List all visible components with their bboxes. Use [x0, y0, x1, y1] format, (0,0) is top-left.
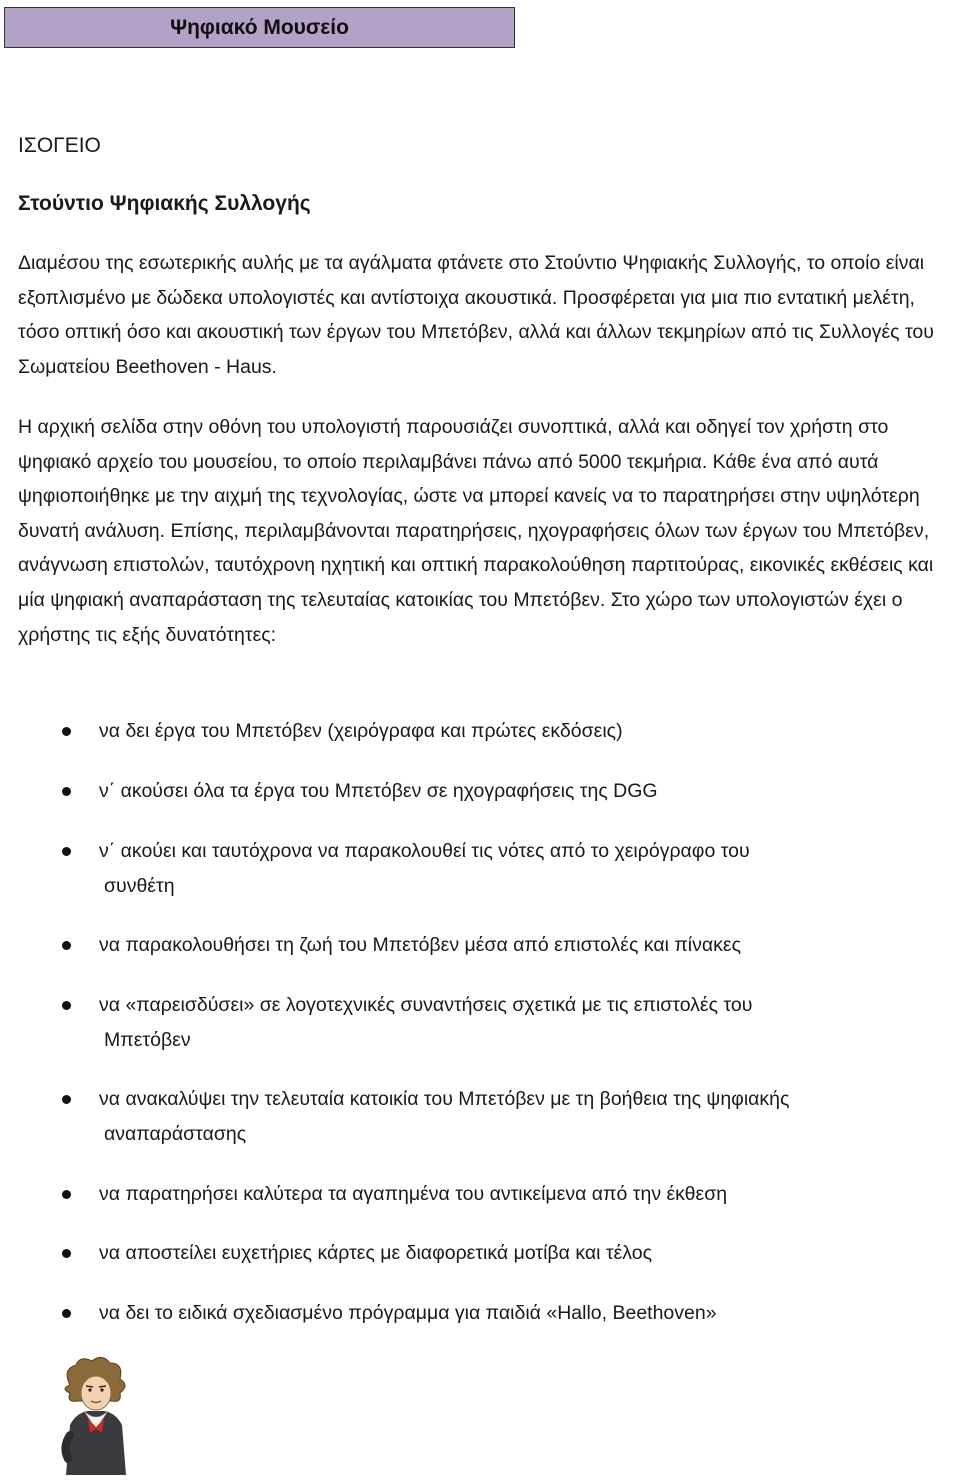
bullet-icon [62, 1190, 71, 1199]
paragraph-intro: Διαμέσου της εσωτερικής αυλής με τα αγάλματα φτάνετε στο Στούντιο Ψηφιακής Συλλογής, το οποίο είναι εξοπλισμένο με δώδεκα υπολογιστές και αντίστοιχα ακουστικά. Προσφέρεται για μια πιο εντατική μελέτη, τόσο οπτική όσο και ακουστική των έργων του Μπετόβεν, αλλά και άλλων τεκμηρίων από τις Συλλογές του Σωματείου Beethoven - Haus. [18, 252, 934, 378]
bullet-icon [62, 727, 71, 736]
beethoven-portrait-icon [56, 1355, 134, 1475]
bullet-icon [62, 941, 71, 950]
floor-label: ΙΣΟΓΕΙΟ [18, 134, 101, 157]
bullet-icon [62, 1001, 71, 1010]
list-item-text: ν΄ ακούσει όλα τα έργα του Μπετόβεν σε ηχογραφήσεις της DGG [99, 780, 658, 802]
section-heading: Στούντιο Ψηφιακής Συλλογής [18, 192, 311, 215]
list-item-text: να ανακαλύψει την τελευταία κατοικία του Μπετόβεν με τη βοήθεια της ψηφιακής [99, 1088, 790, 1110]
bullet-icon [62, 847, 71, 856]
list-item-text: να αποστείλει ευχετήριες κάρτες με διαφορετικά μοτίβα και τέλος [99, 1242, 652, 1264]
list-item-text-continued: αναπαράστασης [104, 1123, 247, 1145]
list-item-text: να δει το ειδικά σχεδιασμένο πρόγραμμα για παιδιά «Hallo, Beethoven» [99, 1302, 717, 1324]
bullet-icon [62, 787, 71, 796]
list-item-text-continued: Μπετόβεν [104, 1029, 191, 1051]
list-item-text: να παρακολουθήσει τη ζωή του Μπετόβεν μέσα από επιστολές και πίνακες [99, 934, 741, 956]
bullet-icon [62, 1309, 71, 1318]
list-item-text: να παρατηρήσει καλύτερα τα αγαπημένα του αντικείμενα από την έκθεση [99, 1183, 728, 1205]
list-item-text: να «παρεισδύσει» σε λογοτεχνικές συναντήσεις σχετικά με τις επιστολές του [99, 994, 753, 1016]
paragraph-details: Η αρχική σελίδα στην οθόνη του υπολογιστή παρουσιάζει συνοπτικά, αλλά και οδηγεί τον χρήστη στο ψηφιακό αρχείο του μουσείου, το οποίο περιλαμβάνει πάνω από 5000 τεκμήρια. Κάθε ένα από αυτά ψηφιοποιήθηκε με την αιχμή της τεχνολογίας, ώστε να μπορεί κανείς να το παρατηρήσει στην υψηλότερη δυνατή ανάλυση. Επίσης, περιλαμβάνονται παρατηρήσεις, ηχογραφήσεις όλων των έργων του Μπετόβεν, ανάγνωση επιστολών, ταυτόχρονη ηχητική και οπτική παρακολούθηση παρτιτούρας, εικονικές εκθέσεις και μία ψηφιακή αναπαράσταση της τελευταίας κατοικίας του Μπετόβεν. Στο χώρο των υπολογιστών έχει ο χρήστης τις εξής δυνατότητες: [18, 416, 934, 646]
bullet-icon [62, 1095, 71, 1104]
page-title: Ψηφιακό Μουσείο [170, 15, 349, 39]
list-item-text: ν΄ ακούει και ταυτόχρονα να παρακολουθεί τις νότες από το χειρόγραφο του [99, 840, 750, 862]
list-item-text: να δει έργα του Μπετόβεν (χειρόγραφα και πρώτες εκδόσεις) [99, 720, 623, 742]
bullet-icon [62, 1249, 71, 1258]
list-item-text-continued: συνθέτη [104, 875, 175, 897]
